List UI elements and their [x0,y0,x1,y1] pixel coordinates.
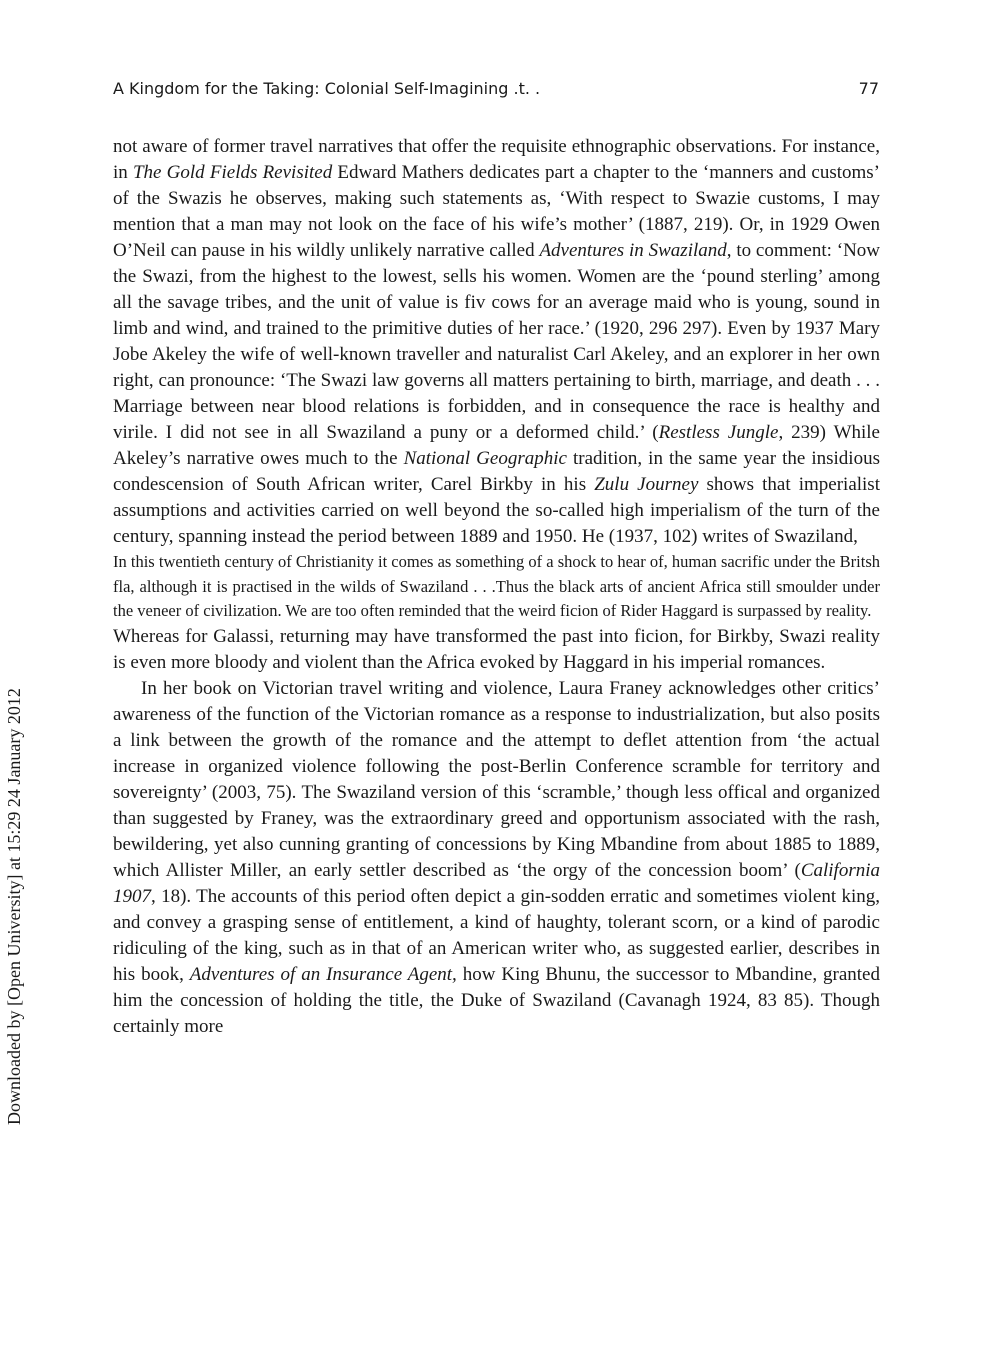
book-title: Adventures of an Insurance Agent, [189,963,457,985]
download-watermark: Downloaded by [Open University] at 15:29 24 January 2012 [4,688,24,1125]
book-title: The Gold Fields Revisited [132,162,333,183]
running-head: A Kingdom for the Taking: Colonial Self-Imagining .t. . [113,79,541,98]
paragraph-1: not aware of former travel narratives that offer the requisite ethnographic observations. For instance, in The Gold Fields Revisited Edward Mathers dedicates part a chapter to the ‘manners and customs’ of the Swazis he observes, making such statements as, ‘With respect to Swazie customs, I may mention that a man may not look on the face of his wife’s mother’ (1887, 219). Or, in 1929 Owen O’Neil can pause in his wildly unlikely narrative called Adventures in Swaziland, to comment: ‘Now the Swazi, from the highest to the lowest, sells his women. Women are the ‘pound sterling’ among all the savage tribes, and the unit of value is fiv cows for an average maid who is young, sound in limb and wind, and trained to the primitive duties of her race.’ (1920, 296 297). Even by 1937 Mary Jobe Akeley the wife of well-known traveller and naturalist Carl Akeley, and an explorer in her own right, can pronounce: ‘The Swazi law governs all matters pertaining to birth, marriage, and death . . . Marriage between near blood relations is forbidden, and in consequence the race is healthy and virile. I did not see in all Swaziland a puny or a deformed child.’ (Restless Jungle, 239) While Akeley’s narrative owes much to the National Geographic tradition, in the same year the insidious condescension of South African writer, Carel Birkby in his Zulu Journey shows that imperialist assumptions and activities carried on well beyond the so-called high imperialism of the turn of the century, spanning instead the period between 1889 and 1950. He (1937, 102) writes of Swaziland, [113,136,881,547]
magazine-title: National Geographic [403,448,567,469]
page-header [113,79,879,103]
book-title: Restless Jungle [658,422,779,443]
book-title: Zulu Journey [594,474,699,495]
paragraph-3: In her book on Victorian travel writing and violence, Laura Franey acknowledges other critics’ awareness of the function of the Victorian romance as a response to industrialization, but also posits a link between the growth of the romance and the attempt to deflet attention from ‘the actual increase in organized violence following the post-Berlin Conference scramble for territory and sovereignty’ (2003, 75). The Swaziland version of this ‘scramble,’ though less offical and organized than suggested by Franey, was the extraordinary greed and opportunism associated with the rash, bewildering, yet also cunning granting of concessions by King Mbandine from about 1885 to 1889, which Allister Miller, an early settler described as ‘the orgy of the concession boom’ (California 1907, 18). The accounts of this period often depict a gin-sodden erratic and sometimes violent king, and convey a grasping sense of entitlement, a kind of haughty, tolerant scorn, or a kind of parodic ridiculing of the king, such as in that of an American writer who, as suggested earlier, describes in his book, Adventures of an Insurance Agent, how King Bhunu, the successor to Mbandine, granted him the concession of holding the title, the Duke of Swaziland (Cavanagh 1924, 83 85). Though certainly more [113,677,880,1037]
book-title: Adventures in Swaziland [539,240,727,261]
page-number: 77 [858,79,879,98]
book-title: California 1907 [113,859,880,907]
paragraph-2: Whereas for Galassi, returning may have transformed the past into ficion, for Birkby, Swazi reality is even more bloody and violent than the Africa evoked by Haggard in his imperial romances. [113,625,880,673]
article-body [113,134,880,1040]
block-quote: In this twentieth century of Christianity it comes as something of a shock to hear of, human sacrific under the Britsh fla, although it is practised in the wilds of Swaziland . . .Thus the black arts of ancient Africa still smoulder under the veneer of civilization. We are too often reminded that the weird ficion of Rider Haggard is surpassed by reality. [113,552,880,621]
